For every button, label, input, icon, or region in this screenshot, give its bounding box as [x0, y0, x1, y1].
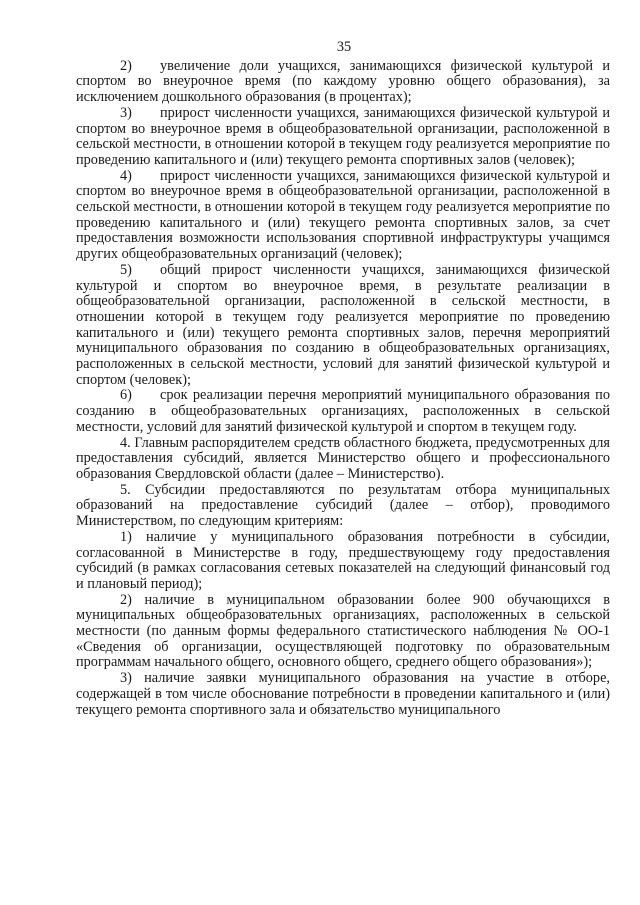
paragraph-text: прирост численности учащихся, занимающихся физической культурой и спортом во внеурочное время в общеобразовательной организации, расположенной в сельской местности, в отношении которой в текущем году реализуется мероприятие по проведению капитального и (или) текущего ремонта спортивных залов (человек); [76, 104, 610, 168]
paragraph-text: общий прирост численности учащихся, занимающихся физической культурой и спортом во внеурочное время, в результате реализации в общеобразовательной организации, расположенной в сельской местности, в отношении которой в текущем году реализуется мероприятие по проведению капитального и (или) текущего ремонта спортивных залов, перечня мероприятий муниципального образования по созданию в общеобразовательных организациях, расположенных в сельской местности, условий для занятий физической культурой и спортом (человек); [76, 261, 610, 388]
paragraph-text: 4. Главным распорядителем средств областного бюджета, предусмотренных для предоставления субсидий, является Министерство общего и профессионального образования Свердловской области (далее – Министерство). [76, 434, 610, 482]
item-number: 6) [120, 387, 132, 404]
paragraph-text: 3) наличие заявки муниципального образования на участие в отборе, содержащей в том числе обоснование потребности в проведении капитального и (или) текущего ремонта спортивного зала и обязательство муниципального [76, 670, 610, 718]
paragraph-text: срок реализации перечня мероприятий муниципального образования по созданию в общеобразовательных организациях, расположенных в сельской местности, условий для занятий физической культурой и спортом в текущем году. [76, 387, 610, 435]
item-number: 2) [120, 57, 132, 74]
paragraph-criterion-2 [76, 593, 610, 672]
paragraph-item-3 [76, 106, 610, 169]
paragraph-item-6 [76, 388, 610, 435]
item-number: 3) [120, 104, 132, 121]
paragraph-text: прирост численности учащихся, занимающихся физической культурой и спортом во внеурочное время в общеобразовательной организации, расположенной в сельской местности, в отношении которой в текущем году реализуется мероприятие по проведению капитального и (или) текущего ремонта спортивных залов, за счет предоставления возможности использования спортивной инфраструктуры учащимся других общеобразовательных организаций (человек); [76, 167, 610, 263]
paragraph-criterion-3 [76, 671, 610, 718]
paragraph-section-5 [76, 483, 610, 530]
paragraph-text: 5. Субсидии предоставляются по результатам отбора муниципальных образований на предоставление субсидий (далее – отбор), проводимого Министерством, по следующим критериям: [76, 481, 610, 530]
item-number: 4) [120, 167, 132, 184]
paragraph-section-4 [76, 436, 610, 483]
paragraph-text: 2) наличие в муниципальном образовании более 900 обучающихся в муниципальных общеобразовательных организациях, расположенных в сельской местности (по данным формы федерального статистического наблюдения № ОО-1 «Сведения об организации, осуществляющей подготовку по образовательным программам начального общего, основного общего, среднего общего образования»); [76, 591, 610, 671]
page-number: 35 [336, 39, 352, 55]
item-number: 5) [120, 261, 132, 278]
paragraph-item-2 [76, 59, 610, 106]
paragraph-criterion-1 [76, 530, 610, 593]
paragraph-item-4 [76, 169, 610, 263]
paragraph-item-5 [76, 263, 610, 389]
paragraph-text: 1) наличие у муниципального образования потребности в субсидии, согласованной в Министерстве в году, предшествующему году предоставления субсидий (в рамках согласования сетевых показателей на следующий финансовый год и плановый период); [76, 528, 610, 592]
paragraph-text: увеличение доли учащихся, занимающихся физической культурой и спортом во внеурочное время (по каждому уровню общего образования), за исключением дошкольного образования (в процентах); [76, 57, 610, 106]
